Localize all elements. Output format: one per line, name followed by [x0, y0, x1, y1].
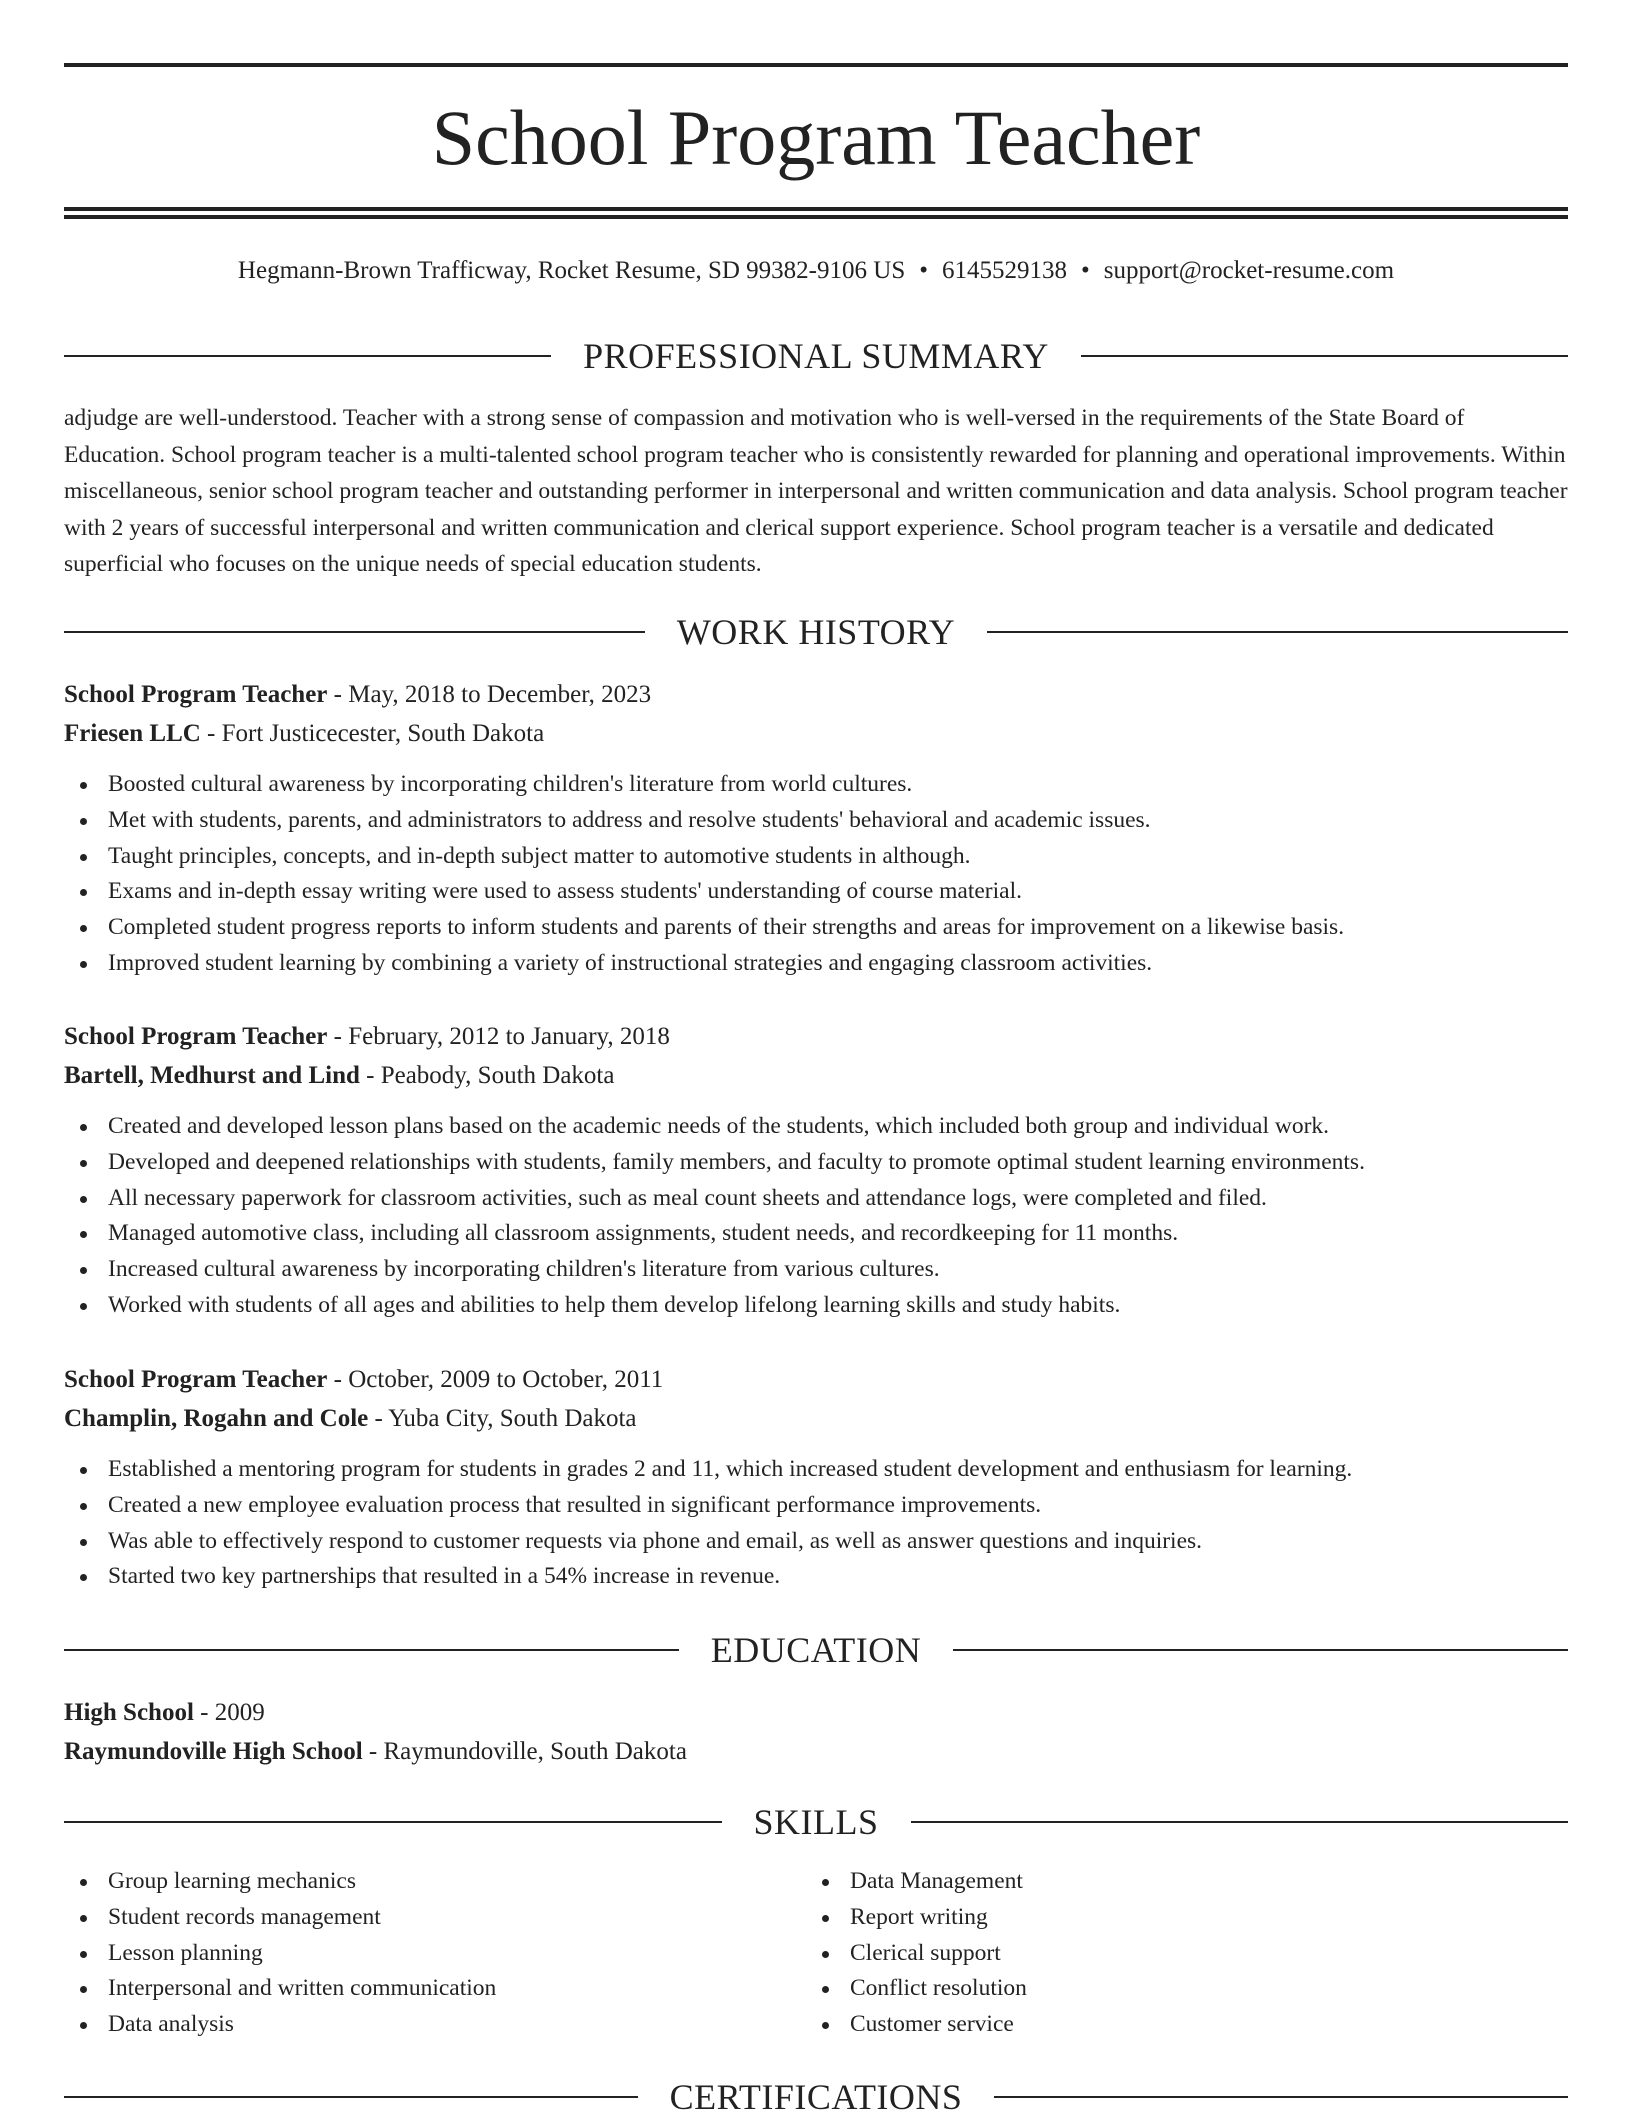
job-entry [64, 676, 1568, 982]
skill-item: Data Management [806, 1864, 1548, 1900]
job-company-line [64, 1057, 1568, 1095]
skill-item: Group learning mechanics [64, 1864, 806, 1900]
list-item: Worked with students of all ages and abilities to help them develop lifelong learning skills and study habits. [64, 1288, 1568, 1324]
section-title: PROFESSIONAL SUMMARY [583, 336, 1049, 376]
skill-item: Lesson planning [64, 1936, 806, 1972]
job-company: Friesen LLC [64, 720, 201, 747]
list-item: Exams and in-depth essay writing were used to assess students' understanding of course material. [64, 874, 1568, 910]
job-company-line [64, 715, 1568, 753]
skills-bullets [806, 1864, 1548, 2043]
list-item: Boosted cultural awareness by incorporating children's literature from world cultures. [64, 767, 1568, 803]
section-heading-certifications [64, 2075, 1568, 2112]
summary-paragraph: adjudge are well-understood. Teacher with a strong sense of compassion and motivation who is well-versed in the requirements of the State Board of Education. School program teacher is a multi-talented school program teacher who is consistently rewarded for planning and operational improvements. Within miscellaneous, senior school program teacher and outstanding performer in interpersonal and written communication and data analysis. School program teacher with 2 years of successful interpersonal and written communication and clerical support experience. School program teacher is a versatile and dedicated superficial who focuses on the unique needs of special education students. [64, 405, 1568, 577]
job-title-line [64, 676, 1568, 714]
job-company: Bartell, Medhurst and Lind [64, 1062, 360, 1089]
job-role: School Program Teacher [64, 1366, 328, 1393]
contact-line [64, 254, 1568, 288]
heading-rule [987, 631, 1568, 633]
contact-separator: • [919, 257, 928, 284]
list-item: Developed and deepened relationships with students, family members, and faculty to promote optimal student learning environments. [64, 1145, 1568, 1181]
section-heading-skills [64, 1800, 1568, 1844]
heading-rule [64, 631, 645, 633]
list-item: Established a mentoring program for students in grades 2 and 11, which increased student development and enthusiasm for learning. [64, 1452, 1568, 1488]
list-item: Met with students, parents, and administrators to address and resolve students' behavioral and academic issues. [64, 803, 1568, 839]
section-heading-summary [64, 334, 1568, 378]
section-title: CERTIFICATIONS [669, 2077, 963, 2112]
list-item: Taught principles, concepts, and in-depth subject matter to automotive students in although. [64, 839, 1568, 875]
job-title-line [64, 1361, 1568, 1399]
job-bullets [64, 1452, 1568, 1595]
skill-item: Customer service [806, 2007, 1548, 2043]
job-dates: - February, 2012 to January, 2018 [327, 1023, 670, 1050]
skills-column-left [64, 1864, 806, 2043]
education-year: - 2009 [193, 1699, 265, 1726]
section-title: SKILLS [753, 1802, 879, 1842]
section-heading-education [64, 1628, 1568, 1672]
contact-separator: • [1081, 257, 1090, 284]
list-item: Completed student progress reports to inform students and parents of their strengths and areas for improvement on a likewise basis. [64, 910, 1568, 946]
job-entry [64, 1361, 1568, 1595]
job-entry [64, 1018, 1568, 1324]
resume-page [64, 0, 1568, 2112]
skills-list [64, 1864, 1568, 2043]
skill-item: Conflict resolution [806, 1971, 1548, 2007]
heading-rule [994, 2096, 1568, 2098]
job-location: - Peabody, South Dakota [359, 1062, 615, 1089]
job-bullets [64, 767, 1568, 982]
education-location: - Raymundoville, South Dakota [362, 1738, 687, 1765]
skill-item: Interpersonal and written communication [64, 1971, 806, 2007]
list-item: Created and developed lesson plans based on the academic needs of the students, which included both group and individual work. [64, 1109, 1568, 1145]
job-bullets [64, 1109, 1568, 1324]
heading-rule [1081, 355, 1568, 357]
contact-address: Hegmann-Brown Trafficway, Rocket Resume, SD 99382-9106 US [237, 257, 906, 284]
list-item: Increased cultural awareness by incorporating children's literature from various cultures. [64, 1252, 1568, 1288]
skill-item: Clerical support [806, 1936, 1548, 1972]
job-dates: - October, 2009 to October, 2011 [327, 1366, 664, 1393]
job-role: School Program Teacher [64, 1023, 328, 1050]
job-location: - Yuba City, South Dakota [368, 1405, 637, 1432]
section-title: EDUCATION [710, 1630, 922, 1670]
education-entry [64, 1694, 1568, 1771]
skill-item: Data analysis [64, 2007, 806, 2043]
list-item: Created a new employee evaluation process that resulted in significant performance improvements. [64, 1488, 1568, 1524]
heading-rule [64, 1649, 679, 1651]
job-role: School Program Teacher [64, 681, 328, 708]
top-rule [64, 63, 1568, 67]
job-company: Champlin, Rogahn and Cole [64, 1405, 369, 1432]
list-item: All necessary paperwork for classroom activities, such as meal count sheets and attendance logs, were completed and filed. [64, 1181, 1568, 1217]
list-item: Improved student learning by combining a variety of instructional strategies and engaging classroom activities. [64, 946, 1568, 982]
job-company-line [64, 1400, 1568, 1438]
skill-item: Report writing [806, 1900, 1548, 1936]
list-item: Started two key partnerships that resulted in a 54% increase in revenue. [64, 1559, 1568, 1595]
heading-rule [911, 1821, 1569, 1823]
contact-phone: 6145529138 [942, 257, 1067, 284]
job-location: - Fort Justicecester, South Dakota [200, 720, 545, 747]
skill-item: Student records management [64, 1900, 806, 1936]
list-item: Managed automotive class, including all classroom assignments, student needs, and recordkeeping for 11 months. [64, 1216, 1568, 1252]
heading-rule [64, 355, 551, 357]
education-school-line [64, 1733, 1568, 1771]
heading-rule [64, 2096, 638, 2098]
heading-rule [953, 1649, 1568, 1651]
education-degree-line [64, 1694, 1568, 1732]
section-title: WORK HISTORY [676, 612, 956, 652]
skills-column-right [806, 1864, 1548, 2043]
education-school: Raymundoville High School [64, 1738, 363, 1765]
job-title-line [64, 1018, 1568, 1056]
skills-bullets [64, 1864, 806, 2043]
heading-rule [64, 1821, 722, 1823]
job-dates: - May, 2018 to December, 2023 [327, 681, 652, 708]
education-degree: High School [64, 1699, 194, 1726]
resume-title: School Program Teacher [431, 94, 1201, 181]
list-item: Was able to effectively respond to customer requests via phone and email, as well as answer questions and inquiries. [64, 1524, 1568, 1560]
contact-email[interactable]: support@rocket-resume.com [1103, 257, 1395, 284]
title-rule-upper [64, 207, 1568, 211]
title-rule-lower [64, 215, 1568, 219]
section-heading-work [64, 610, 1568, 654]
